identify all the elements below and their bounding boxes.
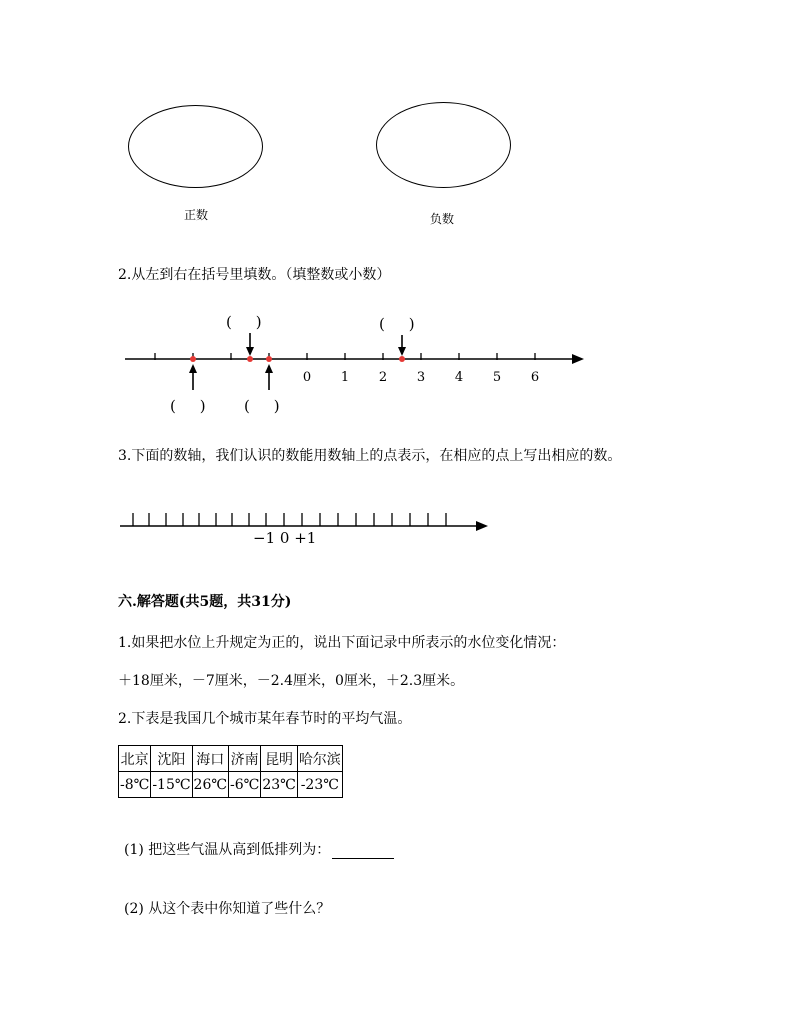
temp-cell: -6℃ <box>229 772 261 798</box>
temp-cell: -15℃ <box>151 772 192 798</box>
paren-bottom-1[interactable]: ( ) <box>170 397 206 415</box>
city-cell: 济南 <box>229 746 261 772</box>
section6-p2: 2.下表是我国几个城市某年春节时的平均气温。 <box>118 711 412 727</box>
city-cell: 北京 <box>119 746 151 772</box>
section6-heading: 六.解答题(共5题，共31分) <box>118 594 292 610</box>
tick-label-3: 3 <box>416 370 426 385</box>
positive-ellipse <box>128 105 263 188</box>
q3-axis-labels: −1 0 +1 <box>253 529 317 547</box>
point-c <box>266 356 272 362</box>
q2-tick-labels <box>303 370 539 385</box>
table-row <box>119 746 343 772</box>
q2-axis-arrowhead <box>572 354 584 364</box>
temp-cell: -8℃ <box>119 772 151 798</box>
q3-axis-arrowhead <box>476 521 488 531</box>
q2-parens <box>170 313 415 415</box>
up-arrow-1-head <box>189 364 197 373</box>
negative-ellipse <box>376 102 511 188</box>
q2-text: 2.从左到右在括号里填数。（填整数或小数） <box>118 267 391 283</box>
sub-question-2: (2) 从这个表中你知道了些什么？ <box>124 901 331 917</box>
answer-blank[interactable] <box>332 844 394 859</box>
tick-label-1: 1 <box>340 370 350 385</box>
negative-label: 负数 <box>430 212 455 226</box>
tick-label-4: 4 <box>454 370 464 385</box>
section6-p1: 1.如果把水位上升规定为正的，说出下面记录中所表示的水位变化情况： <box>118 635 566 651</box>
city-cell: 沈阳 <box>151 746 192 772</box>
paren-top-2[interactable]: ( ) <box>379 315 415 333</box>
sub-question-1-text: (1) 把这些气温从高到低排列为： <box>124 842 331 858</box>
temp-cell: -23℃ <box>297 772 342 798</box>
q2-down-arrows <box>250 333 402 350</box>
q3-text: 3.下面的数轴，我们认识的数能用数轴上的点表示，在相应的点上写出相应的数。 <box>118 448 622 464</box>
tick-label-5: 5 <box>492 370 502 385</box>
table-row <box>119 772 343 798</box>
sub-question-1 <box>124 839 394 859</box>
tick-label-2: 2 <box>378 370 388 385</box>
city-cell: 昆明 <box>261 746 297 772</box>
temperature-table <box>118 745 343 798</box>
temp-cell: 26℃ <box>192 772 228 798</box>
point-d <box>399 356 405 362</box>
q2-up-arrows <box>193 370 269 390</box>
section6-p1-values: ＋18厘米，－7厘米，－2.4厘米，0厘米，＋2.3厘米。 <box>118 673 465 689</box>
tick-label-6: 6 <box>530 370 540 385</box>
paren-top-1[interactable]: ( ) <box>226 313 262 331</box>
q3-ticks <box>133 513 446 526</box>
point-b <box>247 356 253 362</box>
positive-label: 正数 <box>184 208 209 222</box>
paren-bottom-2[interactable]: ( ) <box>244 397 280 415</box>
city-cell: 海口 <box>192 746 228 772</box>
temp-cell: 23℃ <box>261 772 297 798</box>
number-line-q3 <box>0 500 794 550</box>
city-cell: 哈尔滨 <box>297 746 342 772</box>
down-arrow-2-head <box>398 347 406 356</box>
number-line-q2 <box>0 300 794 420</box>
tick-label-0: 0 <box>302 370 312 385</box>
down-arrow-1-head <box>246 347 254 356</box>
point-a <box>190 356 196 362</box>
up-arrow-2-head <box>265 364 273 373</box>
